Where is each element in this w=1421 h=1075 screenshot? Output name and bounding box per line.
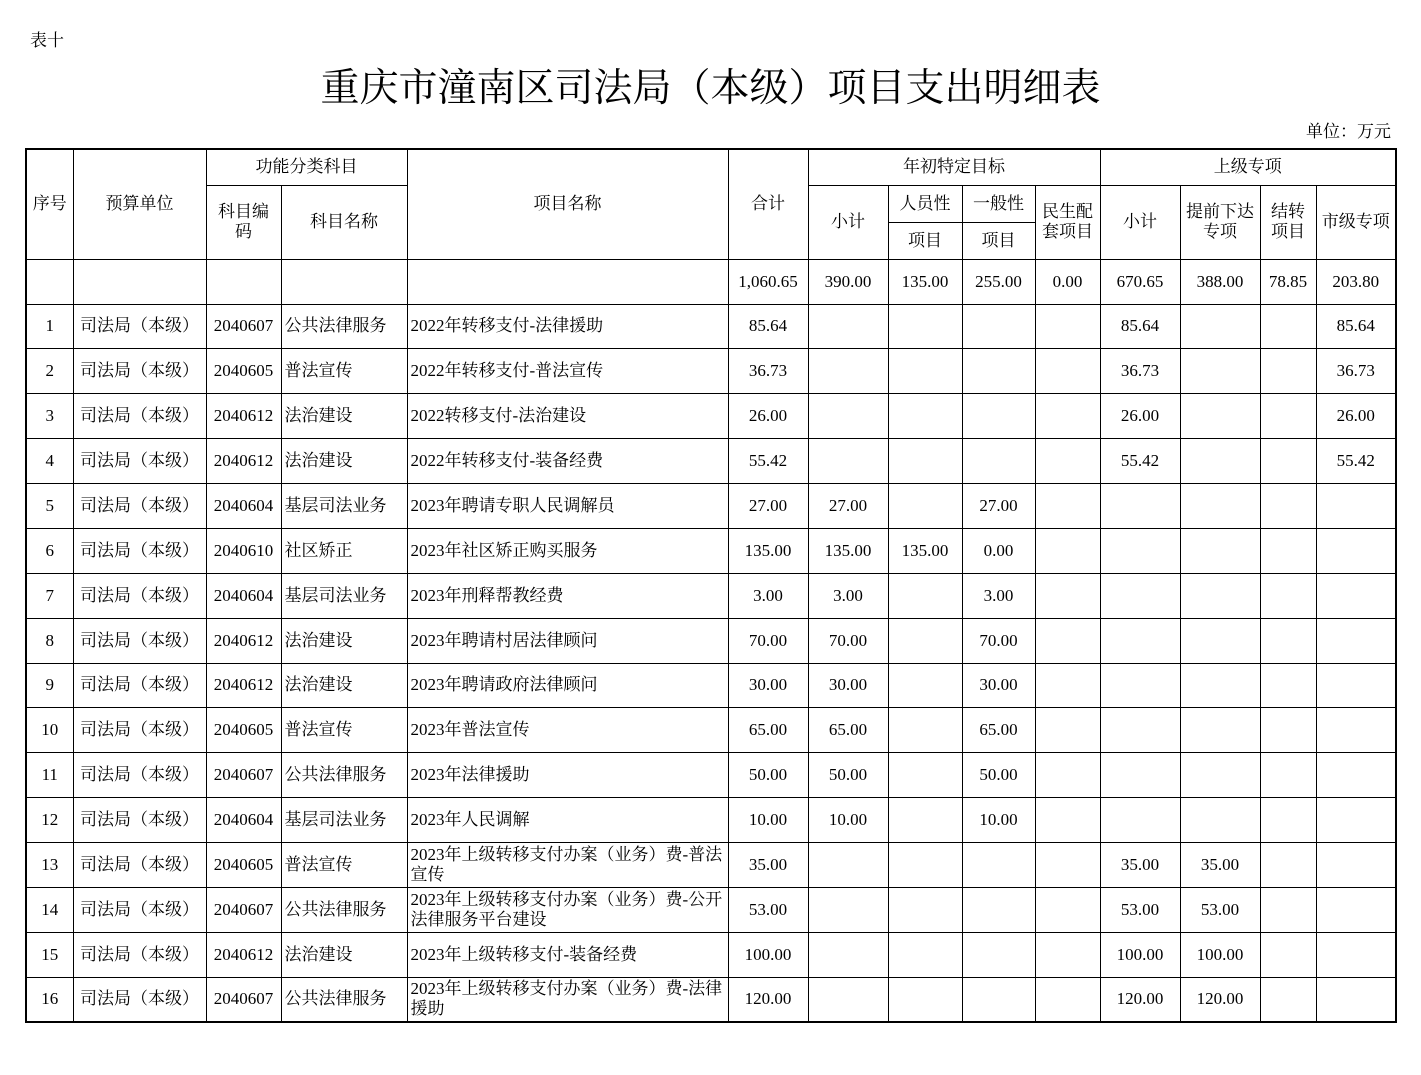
cell-carryover-project: [1260, 439, 1316, 484]
header-livelihood-project: [1035, 185, 1100, 259]
cell-subject-name: 法治建设: [281, 663, 407, 708]
cell-seq: 12: [26, 798, 73, 843]
cell-seq: 10: [26, 708, 73, 753]
cell-subject-name: 基层司法业务: [281, 798, 407, 843]
cell-project-name: [407, 259, 728, 304]
cell-advance-special: [1180, 618, 1260, 663]
cell-advance-special: 53.00: [1180, 887, 1260, 932]
cell-carryover-project: 78.85: [1260, 259, 1316, 304]
cell-livelihood-project: [1035, 887, 1100, 932]
cell-municipal-special: 26.00: [1316, 394, 1396, 439]
header-subject-code: [206, 185, 281, 259]
cell-project-name: 2022转移支付-法治建设: [407, 394, 728, 439]
table-number-label: 表十: [30, 31, 64, 50]
cell-superior-subtotal: [1100, 753, 1180, 798]
cell-personnel-project: [888, 753, 962, 798]
cell-subject-code: 2040604: [206, 798, 281, 843]
cell-budget-unit: 司法局（本级）: [73, 573, 206, 618]
cell-annual-subtotal: [808, 349, 888, 394]
cell-personnel-project: [888, 349, 962, 394]
header-project-name: 项目名称: [407, 149, 728, 259]
cell-annual-subtotal: [808, 932, 888, 977]
cell-annual-subtotal: [808, 304, 888, 349]
cell-subject-name: 普法宣传: [281, 843, 407, 888]
cell-total: 120.00: [728, 977, 808, 1022]
cell-advance-special: 388.00: [1180, 259, 1260, 304]
cell-municipal-special: [1316, 484, 1396, 529]
cell-total: 30.00: [728, 663, 808, 708]
cell-total: 135.00: [728, 528, 808, 573]
cell-annual-subtotal: [808, 394, 888, 439]
cell-annual-subtotal: 30.00: [808, 663, 888, 708]
cell-general-project: 27.00: [962, 484, 1035, 529]
cell-carryover-project: [1260, 977, 1316, 1022]
cell-seq: 15: [26, 932, 73, 977]
cell-annual-subtotal: [808, 977, 888, 1022]
cell-subject-name: [281, 259, 407, 304]
cell-subject-name: 社区矫正: [281, 528, 407, 573]
cell-total: 1,060.65: [728, 259, 808, 304]
cell-livelihood-project: [1035, 708, 1100, 753]
cell-carryover-project: [1260, 663, 1316, 708]
header-advance-label: 提前下达专项: [1186, 202, 1254, 241]
cell-carryover-project: [1260, 843, 1316, 888]
cell-personnel-project: [888, 304, 962, 349]
cell-total: 50.00: [728, 753, 808, 798]
cell-advance-special: [1180, 304, 1260, 349]
cell-project-name: 2022年转移支付-法律援助: [407, 304, 728, 349]
cell-annual-subtotal: [808, 843, 888, 888]
table-row: [26, 573, 1396, 618]
cell-municipal-special: [1316, 528, 1396, 573]
cell-superior-subtotal: [1100, 798, 1180, 843]
cell-livelihood-project: [1035, 349, 1100, 394]
cell-livelihood-project: [1035, 528, 1100, 573]
cell-total: 70.00: [728, 618, 808, 663]
cell-project-name: 2023年普法宣传: [407, 708, 728, 753]
cell-budget-unit: 司法局（本级）: [73, 304, 206, 349]
cell-superior-subtotal: 55.42: [1100, 439, 1180, 484]
cell-livelihood-project: [1035, 932, 1100, 977]
cell-budget-unit: 司法局（本级）: [73, 932, 206, 977]
cell-annual-subtotal: 135.00: [808, 528, 888, 573]
table-row: [26, 932, 1396, 977]
cell-project-name: 2023年聘请村居法律顾问: [407, 618, 728, 663]
cell-general-project: 0.00: [962, 528, 1035, 573]
cell-budget-unit: 司法局（本级）: [73, 887, 206, 932]
cell-general-project: [962, 932, 1035, 977]
header-carryover-project: [1260, 185, 1316, 259]
header-budget-unit: 预算单位: [73, 149, 206, 259]
cell-subject-name: 法治建设: [281, 394, 407, 439]
cell-municipal-special: [1316, 843, 1396, 888]
cell-municipal-special: [1316, 573, 1396, 618]
cell-seq: 3: [26, 394, 73, 439]
header-personnel: 人员性: [888, 185, 962, 222]
cell-subject-name: 法治建设: [281, 932, 407, 977]
table-row: [26, 304, 1396, 349]
cell-municipal-special: 203.80: [1316, 259, 1396, 304]
cell-superior-subtotal: 53.00: [1100, 887, 1180, 932]
cell-superior-subtotal: 26.00: [1100, 394, 1180, 439]
table-row: [26, 663, 1396, 708]
table-row: [26, 843, 1396, 888]
cell-advance-special: [1180, 663, 1260, 708]
cell-budget-unit: 司法局（本级）: [73, 977, 206, 1022]
cell-general-project: [962, 439, 1035, 484]
cell-advance-special: [1180, 349, 1260, 394]
cell-advance-special: 100.00: [1180, 932, 1260, 977]
cell-personnel-project: [888, 932, 962, 977]
cell-municipal-special: 36.73: [1316, 349, 1396, 394]
cell-seq: 7: [26, 573, 73, 618]
cell-seq: [26, 259, 73, 304]
cell-total: 100.00: [728, 932, 808, 977]
cell-annual-subtotal: 3.00: [808, 573, 888, 618]
cell-general-project: [962, 394, 1035, 439]
header-subject-code-label: 科目编码: [218, 202, 269, 241]
header-row-1: [26, 149, 1396, 185]
cell-municipal-special: [1316, 708, 1396, 753]
cell-subject-name: 公共法律服务: [281, 304, 407, 349]
cell-superior-subtotal: [1100, 708, 1180, 753]
cell-advance-special: [1180, 573, 1260, 618]
header-livelihood-label: 民生配套项目: [1042, 202, 1093, 241]
cell-livelihood-project: [1035, 484, 1100, 529]
cell-municipal-special: 55.42: [1316, 439, 1396, 484]
cell-subject-name: 普法宣传: [281, 708, 407, 753]
cell-seq: 11: [26, 753, 73, 798]
cell-subject-code: [206, 259, 281, 304]
cell-carryover-project: [1260, 528, 1316, 573]
cell-total: 85.64: [728, 304, 808, 349]
cell-budget-unit: 司法局（本级）: [73, 439, 206, 484]
cell-general-project: [962, 887, 1035, 932]
cell-project-name: 2023年人民调解: [407, 798, 728, 843]
cell-project-name: 2023年上级转移支付办案（业务）费-法律援助: [407, 977, 728, 1022]
table-row: [26, 349, 1396, 394]
cell-project-name: 2023年上级转移支付办案（业务）费-公开法律服务平台建设: [407, 887, 728, 932]
cell-livelihood-project: [1035, 843, 1100, 888]
cell-total: 27.00: [728, 484, 808, 529]
cell-budget-unit: [73, 259, 206, 304]
cell-seq: 13: [26, 843, 73, 888]
cell-subject-name: 公共法律服务: [281, 887, 407, 932]
cell-seq: 2: [26, 349, 73, 394]
cell-subject-code: 2040605: [206, 349, 281, 394]
cell-carryover-project: [1260, 887, 1316, 932]
cell-general-project: 10.00: [962, 798, 1035, 843]
cell-subject-code: 2040612: [206, 932, 281, 977]
cell-seq: 6: [26, 528, 73, 573]
table-row: [26, 528, 1396, 573]
cell-personnel-project: [888, 573, 962, 618]
cell-livelihood-project: [1035, 573, 1100, 618]
cell-annual-subtotal: 10.00: [808, 798, 888, 843]
cell-carryover-project: [1260, 932, 1316, 977]
cell-personnel-project: [888, 439, 962, 484]
cell-advance-special: [1180, 708, 1260, 753]
cell-carryover-project: [1260, 618, 1316, 663]
cell-personnel-project: 135.00: [888, 528, 962, 573]
cell-budget-unit: 司法局（本级）: [73, 528, 206, 573]
cell-personnel-project: [888, 798, 962, 843]
cell-superior-subtotal: [1100, 528, 1180, 573]
cell-general-project: 70.00: [962, 618, 1035, 663]
cell-total: 10.00: [728, 798, 808, 843]
cell-subject-code: 2040604: [206, 573, 281, 618]
cell-general-project: 255.00: [962, 259, 1035, 304]
cell-advance-special: [1180, 753, 1260, 798]
cell-budget-unit: 司法局（本级）: [73, 843, 206, 888]
header-general-project: 项目: [962, 222, 1035, 259]
cell-total: 55.42: [728, 439, 808, 484]
cell-municipal-special: [1316, 663, 1396, 708]
cell-subject-name: 公共法律服务: [281, 977, 407, 1022]
cell-carryover-project: [1260, 753, 1316, 798]
total-row: [26, 259, 1396, 304]
cell-total: 53.00: [728, 887, 808, 932]
header-annual-specific-target: 年初特定目标: [808, 149, 1100, 185]
cell-municipal-special: [1316, 977, 1396, 1022]
cell-superior-subtotal: 36.73: [1100, 349, 1180, 394]
header-superior-subtotal: 小计: [1100, 185, 1180, 259]
cell-personnel-project: [888, 394, 962, 439]
cell-seq: 1: [26, 304, 73, 349]
page-title: 重庆市潼南区司法局（本级）项目支出明细表: [320, 67, 1101, 110]
cell-total: 3.00: [728, 573, 808, 618]
cell-project-name: 2023年聘请政府法律顾问: [407, 663, 728, 708]
cell-carryover-project: [1260, 484, 1316, 529]
cell-budget-unit: 司法局（本级）: [73, 663, 206, 708]
cell-advance-special: [1180, 528, 1260, 573]
cell-municipal-special: [1316, 932, 1396, 977]
cell-superior-subtotal: 35.00: [1100, 843, 1180, 888]
header-advance-special: [1180, 185, 1260, 259]
table-row: [26, 887, 1396, 932]
cell-subject-name: 基层司法业务: [281, 573, 407, 618]
table-row: [26, 977, 1396, 1022]
cell-project-name: 2023年社区矫正购买服务: [407, 528, 728, 573]
cell-personnel-project: 135.00: [888, 259, 962, 304]
cell-advance-special: [1180, 439, 1260, 484]
cell-carryover-project: [1260, 573, 1316, 618]
cell-advance-special: 35.00: [1180, 843, 1260, 888]
cell-advance-special: 120.00: [1180, 977, 1260, 1022]
cell-superior-subtotal: 85.64: [1100, 304, 1180, 349]
cell-project-name: 2022年转移支付-装备经费: [407, 439, 728, 484]
header-annual-subtotal: 小计: [808, 185, 888, 259]
cell-annual-subtotal: 27.00: [808, 484, 888, 529]
table-row: [26, 439, 1396, 484]
cell-total: 36.73: [728, 349, 808, 394]
header-total: 合计: [728, 149, 808, 259]
cell-budget-unit: 司法局（本级）: [73, 484, 206, 529]
cell-subject-code: 2040604: [206, 484, 281, 529]
cell-seq: 14: [26, 887, 73, 932]
cell-carryover-project: [1260, 304, 1316, 349]
unit-label: 单位：万元: [1306, 122, 1391, 141]
cell-budget-unit: 司法局（本级）: [73, 394, 206, 439]
cell-livelihood-project: [1035, 798, 1100, 843]
cell-personnel-project: [888, 977, 962, 1022]
cell-annual-subtotal: 390.00: [808, 259, 888, 304]
cell-subject-code: 2040612: [206, 439, 281, 484]
header-general: 一般性: [962, 185, 1035, 222]
cell-total: 35.00: [728, 843, 808, 888]
cell-personnel-project: [888, 484, 962, 529]
cell-budget-unit: 司法局（本级）: [73, 349, 206, 394]
cell-seq: 8: [26, 618, 73, 663]
header-superior-special: 上级专项: [1100, 149, 1396, 185]
cell-project-name: 2022年转移支付-普法宣传: [407, 349, 728, 394]
cell-carryover-project: [1260, 394, 1316, 439]
cell-subject-code: 2040612: [206, 394, 281, 439]
cell-superior-subtotal: [1100, 484, 1180, 529]
cell-general-project: [962, 349, 1035, 394]
cell-superior-subtotal: 100.00: [1100, 932, 1180, 977]
cell-municipal-special: [1316, 618, 1396, 663]
cell-personnel-project: [888, 663, 962, 708]
table-header: [26, 149, 1396, 259]
cell-project-name: 2023年刑释帮教经费: [407, 573, 728, 618]
cell-annual-subtotal: [808, 439, 888, 484]
cell-personnel-project: [888, 887, 962, 932]
cell-budget-unit: 司法局（本级）: [73, 708, 206, 753]
cell-budget-unit: 司法局（本级）: [73, 753, 206, 798]
cell-general-project: [962, 977, 1035, 1022]
cell-project-name: 2023年聘请专职人民调解员: [407, 484, 728, 529]
header-personnel-project: 项目: [888, 222, 962, 259]
cell-general-project: 30.00: [962, 663, 1035, 708]
cell-general-project: 3.00: [962, 573, 1035, 618]
cell-carryover-project: [1260, 798, 1316, 843]
table-row: [26, 394, 1396, 439]
cell-total: 26.00: [728, 394, 808, 439]
cell-advance-special: [1180, 484, 1260, 529]
cell-subject-code: 2040607: [206, 753, 281, 798]
cell-personnel-project: [888, 843, 962, 888]
header-subject-name: 科目名称: [281, 185, 407, 259]
header-municipal-special: 市级专项: [1316, 185, 1396, 259]
cell-general-project: [962, 843, 1035, 888]
cell-municipal-special: [1316, 753, 1396, 798]
cell-subject-name: 法治建设: [281, 439, 407, 484]
cell-general-project: 50.00: [962, 753, 1035, 798]
table-body: [26, 259, 1396, 1022]
table-row: [26, 708, 1396, 753]
cell-subject-code: 2040612: [206, 618, 281, 663]
cell-budget-unit: 司法局（本级）: [73, 618, 206, 663]
cell-subject-name: 基层司法业务: [281, 484, 407, 529]
cell-subject-code: 2040610: [206, 528, 281, 573]
project-expenditure-table: [25, 148, 1397, 1023]
cell-superior-subtotal: [1100, 573, 1180, 618]
cell-annual-subtotal: 65.00: [808, 708, 888, 753]
header-functional-classification: 功能分类科目: [206, 149, 407, 185]
cell-annual-subtotal: [808, 887, 888, 932]
cell-seq: 5: [26, 484, 73, 529]
cell-livelihood-project: [1035, 304, 1100, 349]
table-row: [26, 753, 1396, 798]
cell-personnel-project: [888, 708, 962, 753]
cell-annual-subtotal: 50.00: [808, 753, 888, 798]
cell-livelihood-project: [1035, 394, 1100, 439]
cell-subject-code: 2040612: [206, 663, 281, 708]
cell-subject-name: 普法宣传: [281, 349, 407, 394]
cell-project-name: 2023年上级转移支付办案（业务）费-普法宣传: [407, 843, 728, 888]
cell-municipal-special: [1316, 798, 1396, 843]
cell-project-name: 2023年上级转移支付-装备经费: [407, 932, 728, 977]
cell-subject-code: 2040607: [206, 304, 281, 349]
cell-carryover-project: [1260, 708, 1316, 753]
cell-livelihood-project: [1035, 753, 1100, 798]
cell-subject-name: 公共法律服务: [281, 753, 407, 798]
cell-general-project: [962, 304, 1035, 349]
cell-subject-name: 法治建设: [281, 618, 407, 663]
table-row: [26, 798, 1396, 843]
cell-seq: 9: [26, 663, 73, 708]
cell-livelihood-project: [1035, 977, 1100, 1022]
cell-carryover-project: [1260, 349, 1316, 394]
header-carryover-label: 结转项目: [1271, 202, 1305, 241]
cell-subject-code: 2040605: [206, 708, 281, 753]
cell-subject-code: 2040607: [206, 887, 281, 932]
cell-budget-unit: 司法局（本级）: [73, 798, 206, 843]
cell-subject-code: 2040607: [206, 977, 281, 1022]
cell-general-project: 65.00: [962, 708, 1035, 753]
cell-subject-code: 2040605: [206, 843, 281, 888]
cell-superior-subtotal: 120.00: [1100, 977, 1180, 1022]
cell-annual-subtotal: 70.00: [808, 618, 888, 663]
cell-personnel-project: [888, 618, 962, 663]
cell-project-name: 2023年法律援助: [407, 753, 728, 798]
cell-livelihood-project: [1035, 439, 1100, 484]
cell-superior-subtotal: 670.65: [1100, 259, 1180, 304]
cell-municipal-special: [1316, 887, 1396, 932]
cell-seq: 4: [26, 439, 73, 484]
cell-livelihood-project: 0.00: [1035, 259, 1100, 304]
cell-total: 65.00: [728, 708, 808, 753]
table-row: [26, 484, 1396, 529]
cell-municipal-special: 85.64: [1316, 304, 1396, 349]
header-seq: 序号: [26, 149, 73, 259]
cell-advance-special: [1180, 798, 1260, 843]
table-row: [26, 618, 1396, 663]
cell-seq: 16: [26, 977, 73, 1022]
cell-superior-subtotal: [1100, 663, 1180, 708]
cell-advance-special: [1180, 394, 1260, 439]
cell-livelihood-project: [1035, 663, 1100, 708]
cell-superior-subtotal: [1100, 618, 1180, 663]
cell-livelihood-project: [1035, 618, 1100, 663]
